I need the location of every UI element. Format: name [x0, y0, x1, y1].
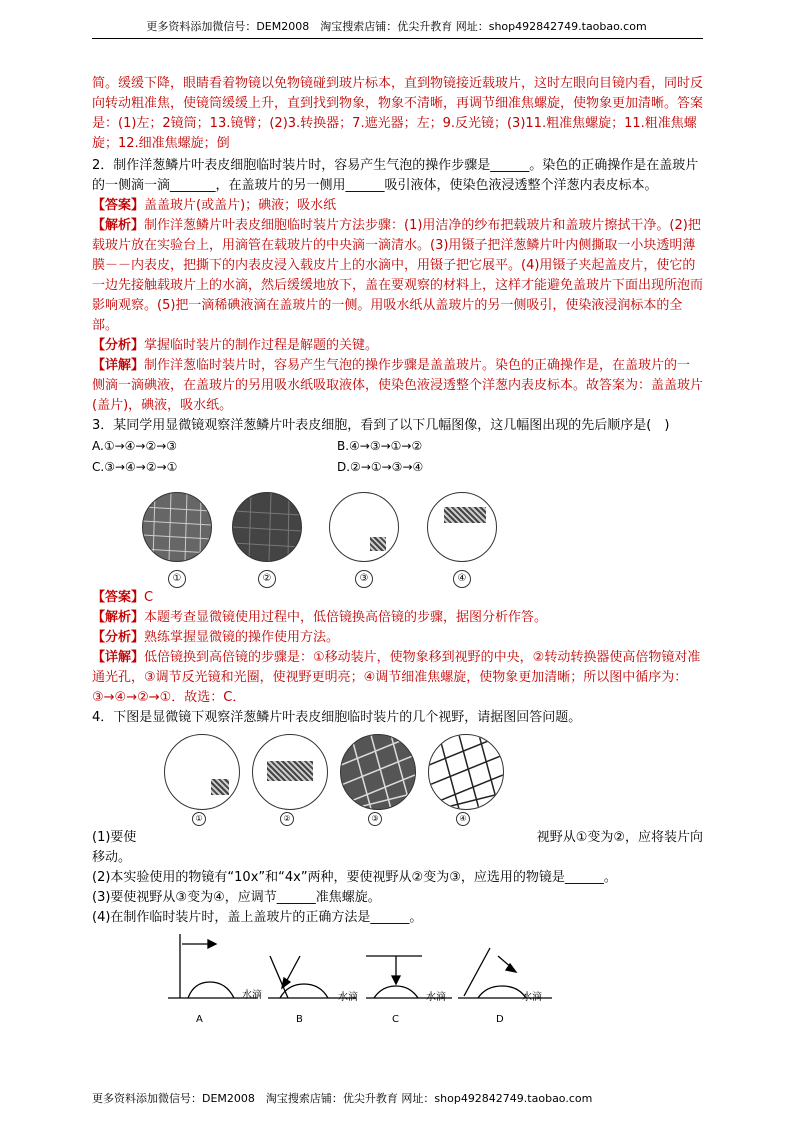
q3-view-3 — [329, 492, 399, 562]
q4-sub1-end: 视野从①变为②，应将装片向 — [536, 830, 703, 845]
q4-label-3: ③ — [368, 812, 382, 826]
document-body — [92, 74, 703, 1024]
q3-option-c: C.③→④→②→① — [92, 460, 178, 474]
q4-label-2: ② — [280, 812, 294, 826]
q4-sub4: (4)在制作临时装片时，盖上盖玻片的正确方法是______。 — [92, 910, 423, 925]
q3-xiangjie-tag: 【详解】 — [92, 650, 145, 665]
option-label-c: C — [392, 1014, 399, 1025]
coverslip-options-figure — [92, 934, 703, 1024]
q2-fenxi: 掌握临时装片的制作过程是解题的关键。 — [144, 338, 379, 353]
q4-view-3 — [340, 734, 416, 810]
q3-answer-tag: 【答案】 — [92, 590, 145, 605]
water-label-c: 水滴 — [426, 992, 446, 1003]
q4-view-2 — [252, 734, 328, 810]
q2-answer: 盖盖玻片(或盖片)；碘液；吸水纸 — [144, 198, 337, 213]
q4-view-1 — [164, 734, 240, 810]
q4-view-4 — [428, 734, 504, 810]
water-label-d: 水滴 — [522, 992, 542, 1003]
q4-label-4: ④ — [456, 812, 470, 826]
intro-answer-text: 简。缓缓下降，眼睛看着物镜以免物镜碰到玻片标本，直到物镜接近载玻片，这时左眼向目镜内看，同时反向转动粗准焦，使镜筒缓缓上升，直到找到物象，物象不清晰，再调节细准焦螺旋，使物象更加清晰。答案是：(1)左；2镜筒；13.镜臂；(2)3.转换器；7.遮光器；左；9.反光镜；(3)11.粗准焦螺旋；11.粗准焦螺旋；12.细准焦螺旋；倒 — [92, 76, 704, 151]
q2-xiangjie-tag: 【详解】 — [92, 358, 145, 373]
q3-label-3: ③ — [355, 570, 373, 588]
q4-sub1-tail: 移动。 — [92, 850, 132, 865]
q3-fenxi: 熟练掌握显微镜的操作使用方法。 — [144, 630, 340, 645]
q4-sub1-start: (1)要使 — [92, 830, 137, 845]
q3-option-b: B.④→③→①→② — [337, 439, 423, 453]
q4-sub1-row — [92, 828, 703, 848]
q4-sub3: (3)要使视野从③变为④，应调节______准焦螺旋。 — [92, 890, 381, 905]
q4-question: 4．下图是显微镜下观察洋葱鳞片叶表皮细胞临时装片的几个视野，请据图回答问题。 — [92, 710, 582, 725]
q3-figure — [92, 478, 703, 588]
q2-answer-tag: 【答案】 — [92, 198, 145, 213]
q2-analysis-tag: 【解析】 — [92, 218, 145, 233]
q2-question: 2．制作洋葱鳞片叶表皮细胞临时装片时，容易产生气泡的操作步骤是______。染色的正确操作是在盖玻片的一侧滴一滴_______，在盖玻片的另一侧用______吸引液体，使染色液浸透整个洋葱内表皮标本。 — [92, 158, 699, 193]
q3-analysis: 本题考查显微镜使用过程中，低倍镜换高倍镜的步骤，据图分析作答。 — [144, 610, 548, 625]
q3-options — [92, 436, 703, 478]
q3-label-2: ② — [258, 570, 276, 588]
q3-label-1: ① — [168, 570, 186, 588]
q4-figure — [92, 728, 703, 828]
q3-view-1 — [142, 492, 212, 562]
q3-xiangjie: 低倍镜换到高倍镜的步骤是：①移动装片，使物象移到视野的中央，②转动转换器使高倍物镜对准通光孔，③调节反光镜和光圈，使视野更明亮；④调节细准焦螺旋，使物象更加清晰；所以图中循序为： ③→④→②→①．故选：C． — [92, 650, 701, 705]
water-label-b: 水滴 — [338, 992, 358, 1003]
q4-label-1: ① — [192, 812, 206, 826]
option-label-d: D — [496, 1014, 504, 1025]
q3-label-4: ④ — [453, 570, 471, 588]
header-rule — [92, 38, 703, 39]
q3-question: 3．某同学用显微镜观察洋葱鳞片叶表皮细胞，看到了以下几幅图像，这几幅图出现的先后顺序是( ) — [92, 418, 670, 433]
q4-sub2: (2)本实验使用的物镜有“10x”和“4x”两种，要使视野从②变为③，应选用的物镜是______。 — [92, 870, 617, 885]
q3-analysis-tag: 【解析】 — [92, 610, 145, 625]
water-label-a: 水滴 — [242, 990, 262, 1001]
q2-analysis: 制作洋葱鳞片叶表皮细胞临时装片方法步骤：(1)用洁净的纱布把载玻片和盖玻片擦拭干净。(2)把载玻片放在实验台上，用滴管在载玻片的中央滴一滴清水。(3)用镊子把洋葱鳞片叶内侧撕取一小块透明薄膜－－内表皮，把撕下的内表皮浸入载皮片上的水滴中，用镊子把它展平。(4)用镊子夹起盖皮片，使它的一边先接触载玻片上的水滴，然后缓缓地放下，盖在要观察的材料上，这样才能避免盖玻片下面出现所泡而影响观察。(5)把一滴稀碘液滴在盖玻片的一侧。用吸水纸从盖玻片的另一侧吸引，使染液浸润标本的全部。 — [92, 218, 704, 333]
q2-fenxi-tag: 【分析】 — [92, 338, 145, 353]
q3-option-d: D.②→①→③→④ — [337, 460, 424, 474]
option-label-a: A — [196, 1014, 203, 1025]
q3-view-4 — [427, 492, 497, 562]
option-label-b: B — [296, 1014, 303, 1025]
q3-fenxi-tag: 【分析】 — [92, 630, 145, 645]
q2-xiangjie: 制作洋葱临时装片时，容易产生气泡的操作步骤是盖盖玻片。染色的正确操作是，在盖玻片的一侧滴一滴碘液，在盖玻片的另用吸水纸吸取液体，使染色液浸透整个洋葱内表皮标本。故答案为：盖盖玻片(盖片)，碘液，吸水纸。 — [92, 358, 704, 413]
q3-option-a: A.①→④→②→③ — [92, 439, 178, 453]
q3-view-2 — [232, 492, 302, 562]
coverslip-diagram — [160, 934, 580, 1024]
page-footer: 更多资料添加微信号：DEM2008 淘宝搜索店铺：优尖升教育 网址：shop492842749.taobao.com — [92, 1092, 593, 1105]
q3-answer: C — [144, 590, 154, 605]
page-header: 更多资料添加微信号：DEM2008 淘宝搜索店铺：优尖升教育 网址：shop492842749.taobao.com — [146, 20, 647, 33]
